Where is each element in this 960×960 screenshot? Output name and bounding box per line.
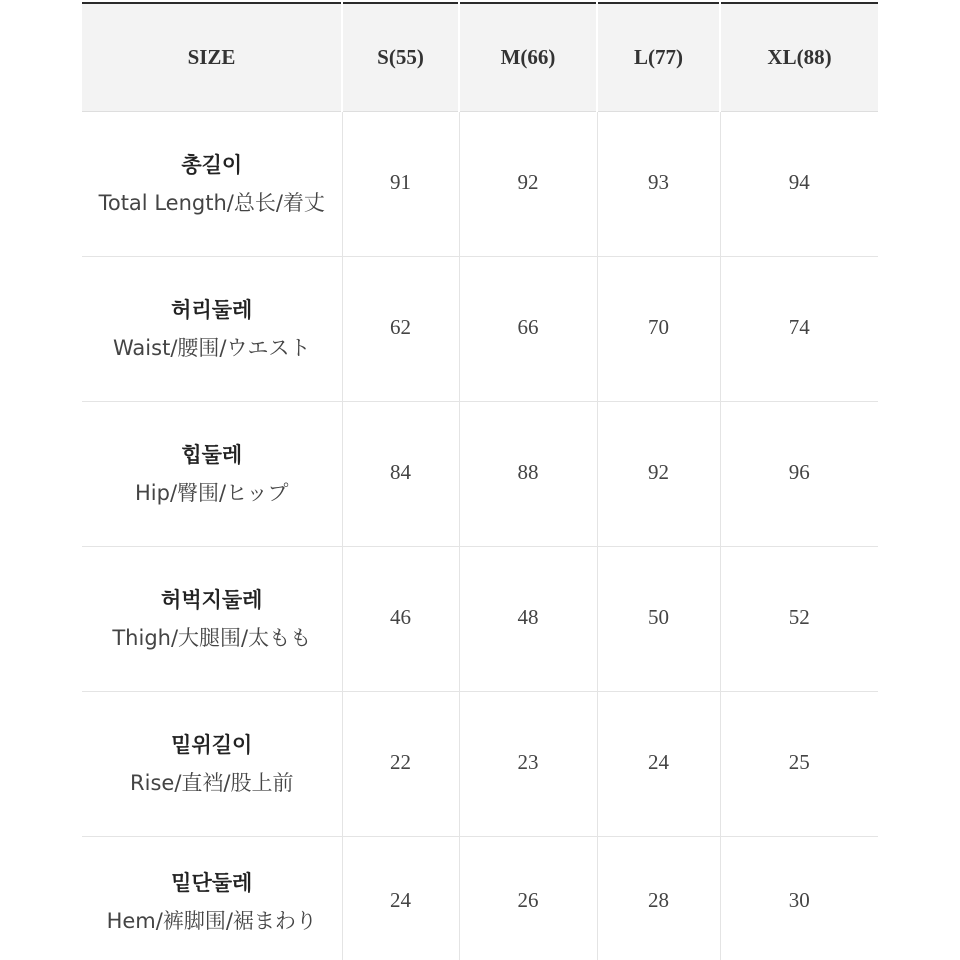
value-l: 70 [648,314,669,339]
value-cell [720,837,878,960]
value-cell [342,402,459,547]
header-size-label: SIZE [82,3,342,112]
value-cell [720,257,878,402]
measurement-label-multilingual: Hem/裤脚围/裾まわり [106,909,317,933]
measurement-label-multilingual: Waist/腰围/ウエスト [113,336,311,360]
value-s: 46 [390,604,411,629]
value-cell [720,402,878,547]
value-m: 23 [517,749,539,774]
value-cell [597,112,720,257]
header-size-s: S(55) [342,3,459,112]
value-cell [720,112,878,257]
value-l: 24 [648,749,669,774]
value-l: 28 [648,887,669,912]
value-cell [597,837,720,960]
header-size-m: M(66) [459,3,597,112]
table-row-hip [82,402,878,547]
table-row-waist [82,257,878,402]
measurement-label-multilingual: Total Length/总长/着丈 [98,191,325,215]
value-cell [597,257,720,402]
value-s: 62 [390,314,411,339]
value-m: 88 [517,459,539,484]
value-cell [342,112,459,257]
measurement-label-multilingual: Hip/臀围/ヒップ [135,481,289,505]
value-m: 48 [517,604,539,629]
value-m: 92 [517,169,539,194]
table-row-hem [82,837,878,960]
table-row-rise [82,692,878,837]
value-m: 66 [517,314,539,339]
value-l: 50 [648,604,669,629]
measurement-label-korean: 허리둘레 [171,298,253,322]
value-cell [459,837,597,960]
value-cell [597,692,720,837]
row-label-cell [82,692,342,837]
value-cell [342,257,459,402]
measurement-label-korean: 밑단둘레 [171,871,253,895]
value-cell [720,692,878,837]
measurement-label-korean: 허벅지둘레 [161,588,263,612]
value-s: 22 [390,749,411,774]
value-s: 24 [390,887,411,912]
value-cell [342,692,459,837]
value-cell [597,402,720,547]
measurement-label-multilingual: Thigh/大腿围/太もも [112,626,312,650]
value-cell [459,547,597,692]
value-cell [459,257,597,402]
size-chart-table [82,2,878,960]
value-m: 26 [517,887,539,912]
value-cell [459,402,597,547]
value-l: 93 [648,169,669,194]
value-cell [342,547,459,692]
table-row-thigh [82,547,878,692]
header-size-l: L(77) [597,3,720,112]
measurement-label-korean: 총길이 [181,153,243,177]
value-xl: 94 [788,169,810,194]
value-xl: 96 [788,459,810,484]
row-label-cell [82,837,342,960]
header-row [82,3,878,112]
value-cell [597,547,720,692]
value-s: 91 [390,169,411,194]
value-s: 84 [390,459,411,484]
measurement-label-korean: 밑위길이 [171,733,253,757]
value-xl: 74 [788,314,810,339]
value-cell [459,692,597,837]
value-cell [342,837,459,960]
value-xl: 52 [788,604,810,629]
value-xl: 25 [788,749,810,774]
value-cell [459,112,597,257]
row-label-cell [82,112,342,257]
header-size-xl: XL(88) [720,3,878,112]
value-l: 92 [648,459,669,484]
value-xl: 30 [788,887,810,912]
measurement-label-multilingual: Rise/直裆/股上前 [130,771,294,795]
row-label-cell [82,402,342,547]
measurement-label-korean: 힙둘레 [181,443,243,467]
row-label-cell [82,257,342,402]
row-label-cell [82,547,342,692]
table-row-total-length [82,112,878,257]
value-cell [720,547,878,692]
